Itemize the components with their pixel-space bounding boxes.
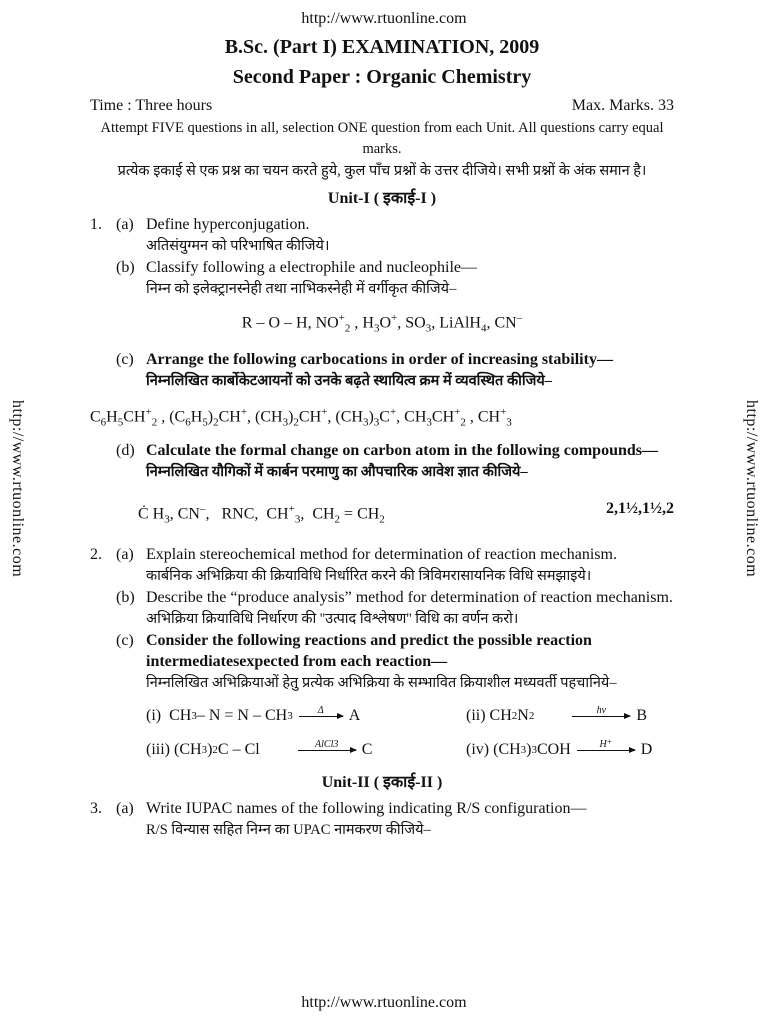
source-url-side-right: http://www.rtuonline.com [743, 400, 760, 578]
source-url-bottom: http://www.rtuonline.com [301, 994, 467, 1011]
reaction-row-2 [90, 738, 674, 762]
reaction-product: D [640, 740, 653, 758]
part-label: (b) [116, 259, 135, 276]
question-3a-hindi: R/S विन्यास सहित निम्न का UPAC नामकरण कीजिये– [146, 821, 431, 838]
reaction-product: C [361, 740, 373, 758]
question-1 [90, 214, 674, 532]
question-1c-formula: $C_6H_5CH^+_2$ , $(C_6H_5)_2CH^+$, $(CH_3)_2CH^+$, $(CH_3)_3C^+$, $CH_3CH^+_2$ , $CH^+_3$ [90, 405, 512, 429]
instructions-english: Attempt FIVE questions in all, selection ONE question from each Unit. All questions carry equal marks. [100, 120, 664, 157]
question-2a [90, 544, 674, 565]
part-label: (a) [116, 216, 134, 233]
question-1b [90, 257, 674, 278]
reaction-row-1 [90, 704, 674, 728]
question-1d-hindi: निम्नलिखित यौगिकों में कार्बन परमाणु का औपचारिक आवेश ज्ञात कीजिये– [146, 464, 528, 481]
unit-1-title: Unit-I ( इकाई-I ) [327, 190, 437, 207]
reaction-i: (i) CH 3 – N = N – CH 3 Δ A [146, 704, 466, 728]
question-1b-text: Classify following a electrophile and nucleophile— [146, 259, 478, 276]
question-1d-text: Calculate the formal change on carbon atom in the following compounds— [146, 442, 658, 460]
reaction-product: B [636, 706, 648, 724]
question-1c-hindi: निम्नलिखित कार्बोकेटआयनों को उनके बढ़ते स्थायित्व क्रम में व्यवस्थित कीजिये– [146, 372, 553, 389]
reaction-arrow [577, 740, 635, 751]
reaction-product: A [348, 706, 361, 724]
question-1a-text: Define hyperconjugation. [146, 216, 310, 233]
question-1-marks: 2,1½,1½,2 [606, 500, 674, 518]
unit-2-title: Unit-II ( इकाई-II ) [321, 773, 443, 791]
question-number: 3. [90, 799, 102, 817]
part-label: (c) [116, 350, 134, 368]
question-1a [90, 214, 674, 235]
exam-title: B.Sc. (Part I) EXAMINATION, 2009 [224, 36, 540, 58]
formal-charge-compounds: Ċ $H_3$, CN–, RNC, $CH^+_3$, $CH_2 = CH_2$ [138, 503, 385, 526]
question-1d-formula [90, 497, 674, 532]
question-2a-text: Explain stereochemical method for determination of reaction mechanism. [146, 545, 617, 563]
question-1a-hindi: अतिसंयुग्मन को परिभाषित कीजिये। [146, 238, 330, 254]
question-3a-text: Write IUPAC names of the following indicating R/S configuration— [146, 799, 587, 817]
question-2c-text: Consider the following reactions and predict the possible reaction intermediatesexpected from each reaction— [146, 631, 592, 670]
reaction-arrow [298, 740, 356, 751]
question-2c-hindi: निम्नलिखित अभिक्रियाओं हेतु प्रत्येक अभिक्रिया के सम्भावित क्रियाशील मध्यवर्ती पहचानिये– [146, 674, 617, 691]
time-marks-row [90, 96, 674, 116]
question-3a [90, 798, 674, 819]
part-label: (d) [116, 442, 135, 460]
instructions-hindi: प्रत्येक इकाई से एक प्रश्न का चयन करते हुये, कुल पाँच प्रश्नों के उत्तर दीजिये। सभी प्रश्नों के अंक समान है। [117, 163, 647, 179]
question-2a-hindi: कार्बनिक अभिक्रिया की क्रियाविधि निर्धारित करने की त्रिविमरासायनिक विधि समझाइये। [146, 567, 592, 584]
time-allowed: Time : Three hours [90, 97, 213, 114]
question-1d [90, 440, 674, 461]
question-2c [90, 630, 674, 672]
reaction-ii: (ii) CH 2 N 2 hν B [466, 704, 647, 728]
question-2b-hindi: अभिक्रिया क्रियाविधि निर्धारण की ''उत्पाद विश्लेषण'' विधि का वर्णन करो। [146, 610, 519, 627]
source-url-top: http://www.rtuonline.com [301, 10, 467, 27]
part-label: (c) [116, 631, 134, 649]
question-2 [90, 544, 674, 762]
reaction-label: (iv) [466, 740, 490, 758]
question-1b-formula: R – O – H, $NO^+_2$ , $H_3O^+$, $SO_3$, LiAlH$_4$, CN– [241, 312, 523, 335]
reaction-condition: H⁺ [599, 739, 613, 751]
reaction-label: (i) [146, 706, 162, 724]
reaction-iii: (iii) (CH 3 ) 2 C – Cl AlCl3 C [146, 738, 466, 762]
question-1c-text: Arrange the following carbocations in order of increasing stability— [146, 350, 613, 368]
question-1b-hindi: निम्न को इलेक्ट्रानस्नेही तथा नाभिकस्नेही में वर्गीकृत कीजिये– [146, 281, 457, 297]
exam-content [90, 34, 674, 841]
part-label: (a) [116, 545, 134, 563]
question-1c [90, 349, 674, 370]
question-3 [90, 798, 674, 841]
reaction-arrow [572, 706, 630, 717]
reaction-arrow [299, 706, 343, 717]
reaction-label: (iii) [146, 740, 170, 758]
part-label: (b) [116, 588, 135, 606]
question-number: 1. [90, 216, 102, 233]
question-2b-text: Describe the “produce analysis” method for determination of reaction mechanism. [146, 588, 673, 606]
part-label: (a) [116, 799, 134, 817]
question-number: 2. [90, 545, 102, 563]
reaction-iv: (iv) (CH 3 ) 3 COH H⁺ D [466, 738, 652, 762]
reaction-condition: hν [596, 705, 607, 717]
max-marks: Max. Marks. 33 [571, 97, 674, 114]
reaction-condition: Δ [317, 705, 324, 717]
question-2b [90, 587, 674, 608]
source-url-side-left: http://www.rtuonline.com [9, 400, 26, 578]
reaction-condition: AlCl3 [315, 739, 339, 751]
reaction-label: (ii) [466, 706, 486, 724]
paper-title: Second Paper : Organic Chemistry [232, 66, 532, 88]
